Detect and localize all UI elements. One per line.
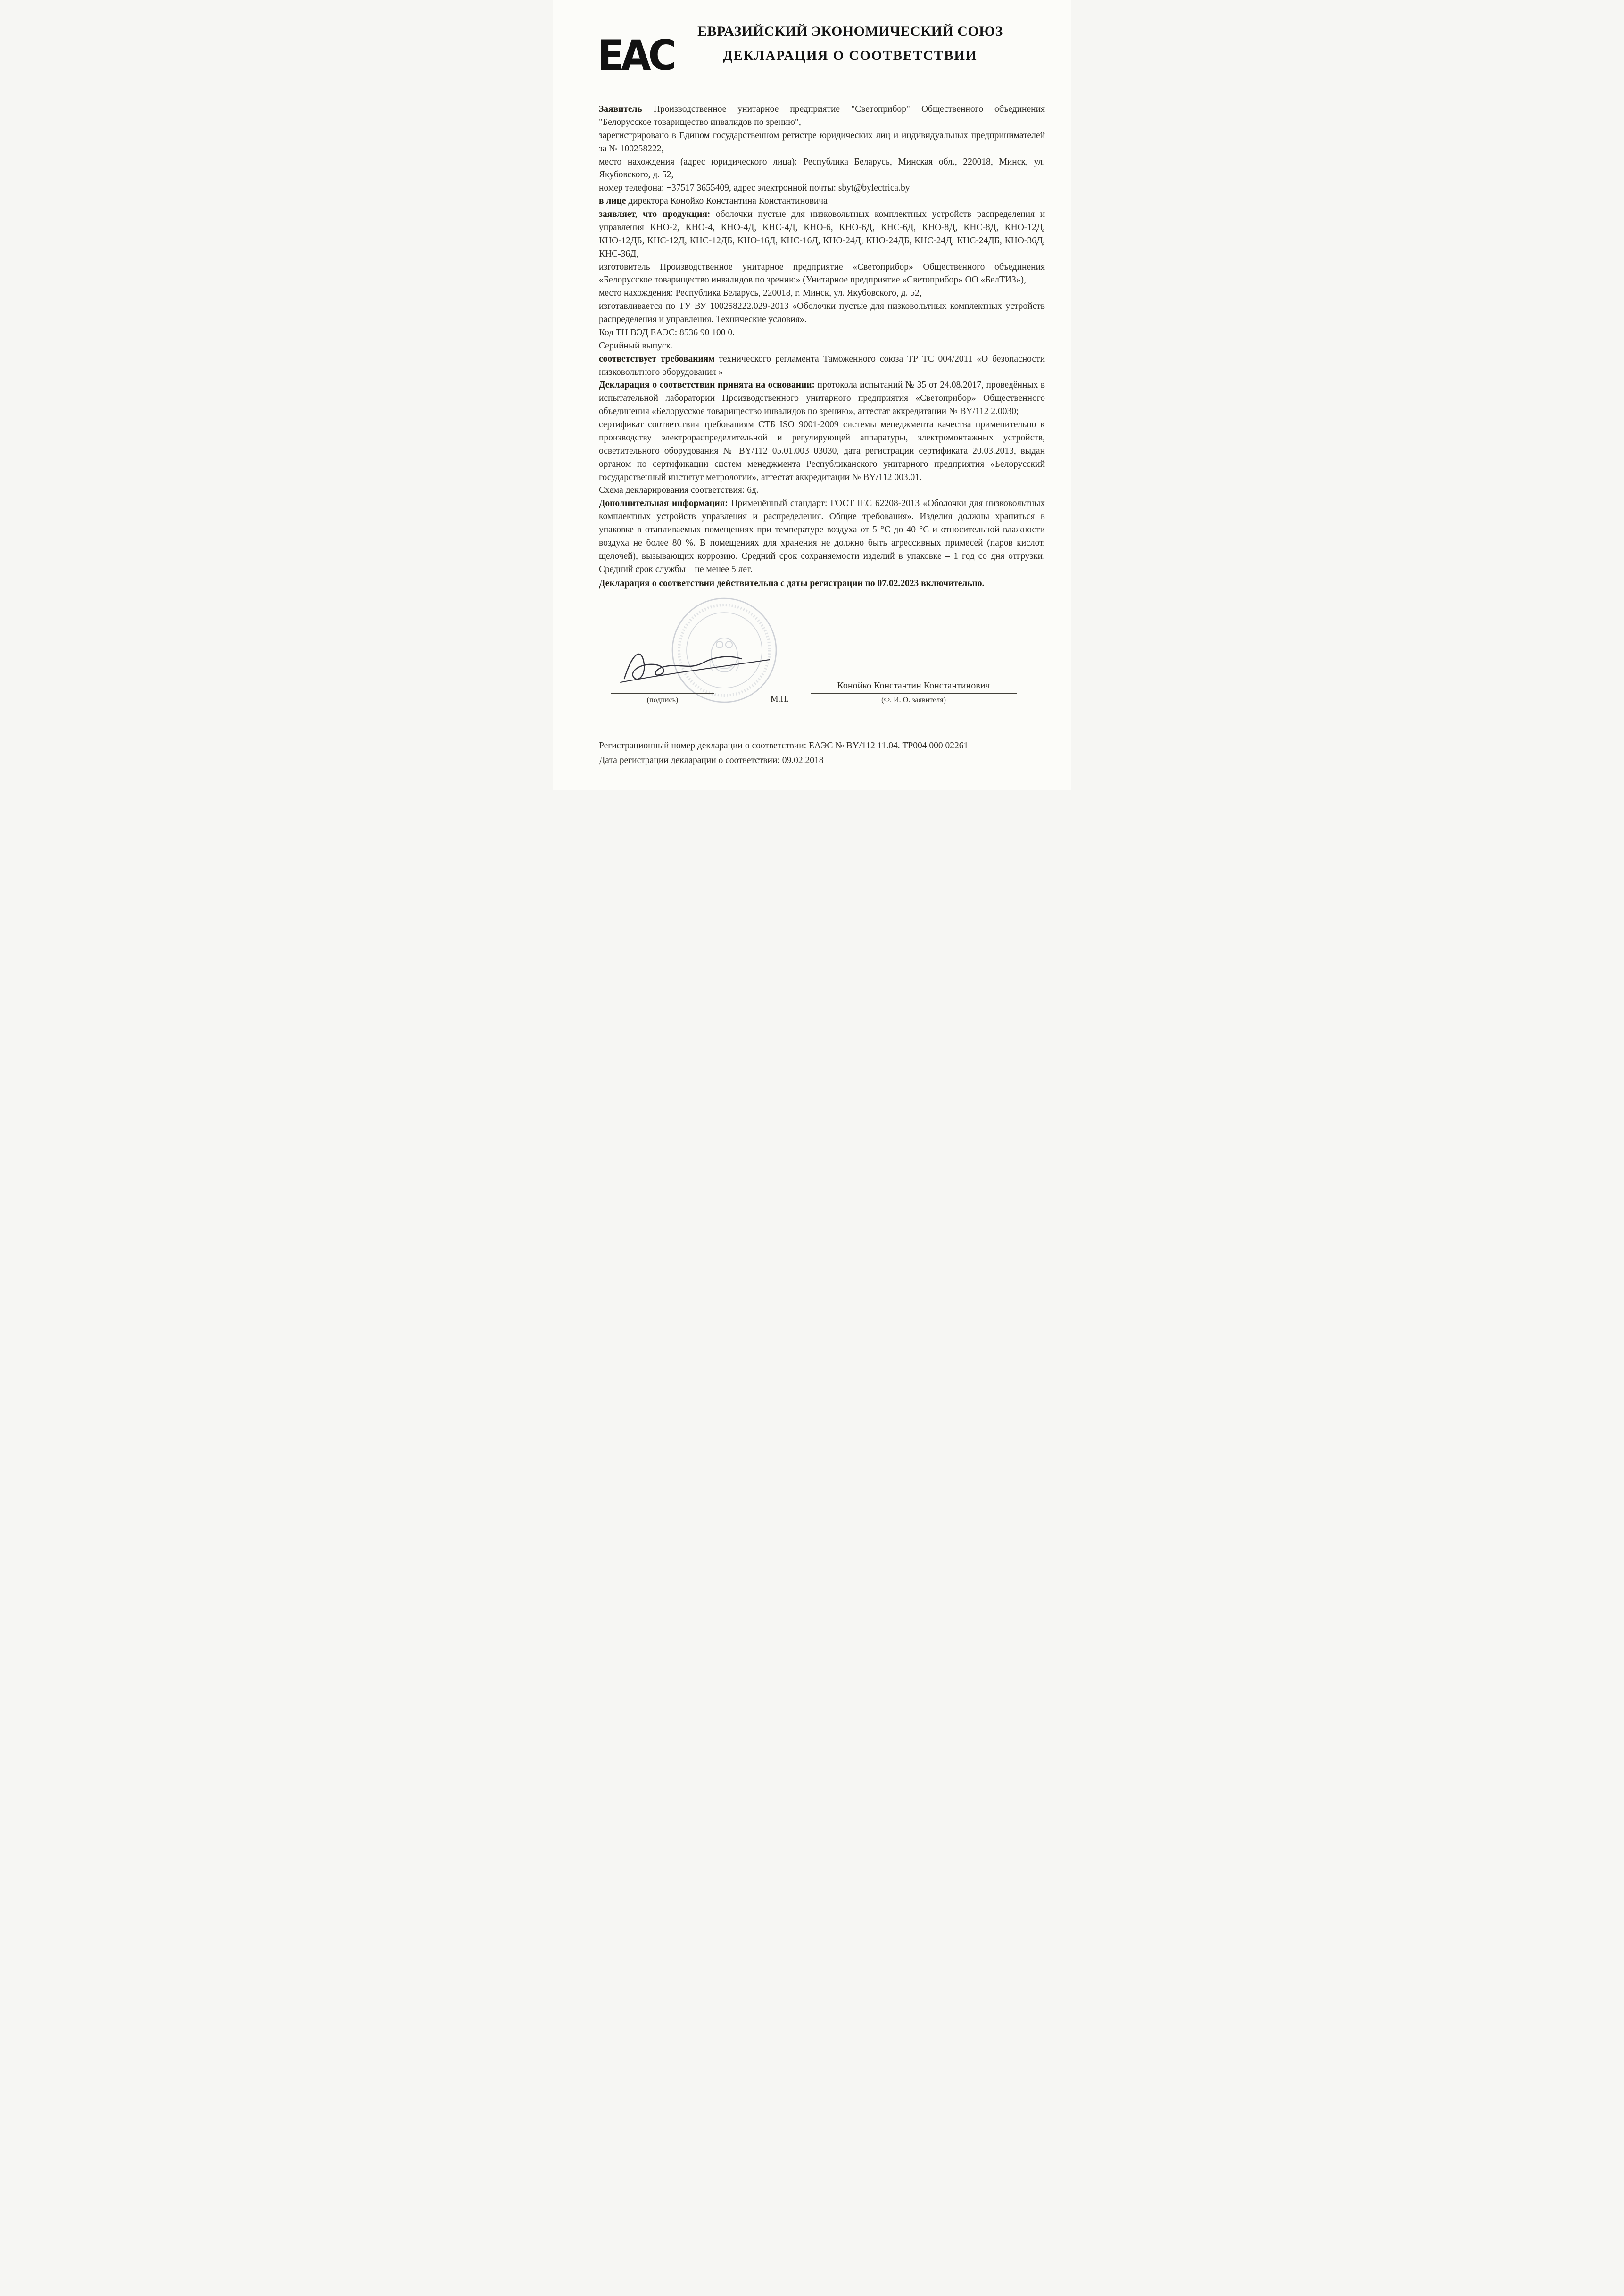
document-header <box>599 19 1045 90</box>
paragraph-serial-release <box>599 340 1045 353</box>
paragraph-text: изготовитель Производственное унитарное предприятие «Светоприбор» Общественного объединения «Белорусское товарищество инвалидов по зрению» (Унитарное предприятие «Светоприбор» ОО «БелТИЗ»), <box>599 262 1045 285</box>
paragraph-certificate <box>599 418 1045 484</box>
paragraph-lead: Заявитель <box>599 104 642 114</box>
paragraph-validity <box>599 577 1045 590</box>
document-footer <box>599 739 1045 767</box>
paragraph-lead: Дополнительная информация: <box>599 498 728 509</box>
paragraph-additional-info <box>599 497 1045 576</box>
paragraph-manufacturer-address <box>599 287 1045 300</box>
paragraph-products <box>599 208 1045 261</box>
signature-caption: (подпись) <box>646 696 679 705</box>
paragraph-lead: Декларация о соответствии действительна с даты регистрации по 07.02.2023 включительно. <box>599 578 985 589</box>
name-line <box>811 693 1017 694</box>
declaration-document-page <box>553 0 1071 790</box>
applicant-name: Конойко Константин Константинович <box>837 680 990 691</box>
paragraph-lead: соответствует требованиям <box>599 354 715 364</box>
signature-area <box>599 597 1045 723</box>
paragraph-text: зарегистрировано в Едином государственном регистре юридических лиц и индивидуальных предпринимателей за № 100258222, <box>599 130 1045 154</box>
union-title: ЕВРАЗИЙСКИЙ ЭКОНОМИЧЕСКИЙ СОЮЗ <box>697 24 1003 39</box>
paragraph-text: Код ТН ВЭД ЕАЭС: 8536 90 100 0. <box>599 327 735 338</box>
paragraph-text: директора Конойко Константина Константиновича <box>628 196 828 207</box>
paragraph-text: протокола испытаний № 35 от 24.08.2017, проведённых в испытательной лаборатории Производственного унитарного предприятия «Светоприбор» Общественного объединения «Белорусское товарищество инвалидов по зрению», аттестат аккредитации № BY/112 2.0030; <box>599 380 1045 417</box>
paragraph-director <box>599 195 1045 208</box>
paragraph-text: Серийный выпуск. <box>599 340 673 351</box>
paragraph-text: место нахождения: Республика Беларусь, 220018, г. Минск, ул. Якубовского, д. 52, <box>599 288 922 298</box>
paragraph-text: номер телефона: +37517 3655409, адрес электронной почты: sbyt@bylectrica.by <box>599 183 910 193</box>
document-body <box>599 103 1045 590</box>
paragraph-contacts <box>599 182 1045 195</box>
paragraph-tnved-code <box>599 326 1045 340</box>
paragraph-scheme <box>599 484 1045 497</box>
registration-number-line: Регистрационный номер декларации о соответствии: ЕАЭС № BY/112 11.04. ТР004 000 02261 <box>599 741 969 751</box>
signature-left-block <box>611 693 714 705</box>
paragraph-text: Схема декларирования соответствия: 6д. <box>599 485 759 496</box>
paragraph-text: оболочки пустые для низковольтных комплектных устройств распределения и управления КНО-2, КНО-4, КНО-4Д, КНС-4Д, КНО-6, КНО-6Д, КНС-6Д, КНО-8Д, КНС-8Д, КНО-12Д, КНО-12ДБ, КНС-12Д, КНС-12ДБ, КНО-16Д, КНС-16Д, КНО-24Д, КНО-24ДБ, КНС-24Д, КНС-24ДБ, КНО-36Д, КНС-36Д, <box>599 209 1045 259</box>
name-caption: (Ф. И. О. заявителя) <box>881 696 946 705</box>
stamp-place-label: М.П. <box>771 695 789 705</box>
paragraph-text: Производственное унитарное предприятие "Светоприбор" Общественного объединения "Белорусское товарищество инвалидов по зрению", <box>599 104 1045 127</box>
paragraph-lead: в лице <box>599 196 626 207</box>
paragraph-legal-address <box>599 156 1045 182</box>
paragraph-manufacturer <box>599 261 1045 287</box>
paragraph-applicant <box>599 103 1045 129</box>
paragraph-lead: Декларация о соответствии принята на основании: <box>599 380 815 390</box>
document-title: ДЕКЛАРАЦИЯ О СООТВЕТСТВИИ <box>723 48 978 63</box>
registration-date-line: Дата регистрации декларации о соответствии: 09.02.2018 <box>599 755 824 765</box>
paragraph-text: сертификат соответствия требованиям СТБ ISO 9001-2009 системы менеджмента качества применительно к производству электрораспределительной и регулирующей аппаратуры, электромонтажных устройств, осветительного оборудования № BY/112 05.01.003 03030, дата регистрации сертификата 20.03.2013, выдан органом по сертификации систем менеджмента Республиканского унитарного предприятия «Белорусский государственный институт метрологии», аттестат аккредитации № BY/112 003.01. <box>599 420 1045 482</box>
paragraph-lead: заявляет, что продукция: <box>599 209 711 219</box>
paragraph-text: изготавливается по ТУ ВУ 100258222.029-2013 «Оболочки пустые для низковольтных комплектных устройств распределения и управления. Технические условия». <box>599 301 1045 324</box>
paragraph-text: место нахождения (адрес юридического лица): Республика Беларусь, Минская обл., 220018, Минск, ул. Якубовского, д. 52, <box>599 157 1045 180</box>
signature-right-block <box>811 680 1017 705</box>
paragraph-basis <box>599 379 1045 418</box>
paragraph-regulation <box>599 353 1045 379</box>
paragraph-text: Применённый стандарт: ГОСТ IEC 62208-2013 «Оболочки для низковольтных комплектных устройств управления и распределения. Общие требования». Изделия должны храниться в упаковке в отапливаемых помещениях при температуре воздуха от 5 °С до 40 °С и относительной влажности воздуха не более 80 %. В помещениях для хранения не должно быть агрессивных примесей (паров кислот, щелочей), вызывающих коррозию. Средний срок сохраняемости изделий в упаковке – 1 год со дня отгрузки. Средний срок службы – не менее 5 лет. <box>599 498 1045 574</box>
paragraph-registration <box>599 129 1045 156</box>
signature-line <box>611 693 714 694</box>
eac-logo: ЕАС <box>597 31 674 80</box>
paragraph-text: технического регламента Таможенного союза ТР ТС 004/2011 «О безопасности низковольтного оборудования » <box>599 354 1045 377</box>
paragraph-tu-standard <box>599 300 1045 326</box>
signature-row <box>599 680 1045 705</box>
